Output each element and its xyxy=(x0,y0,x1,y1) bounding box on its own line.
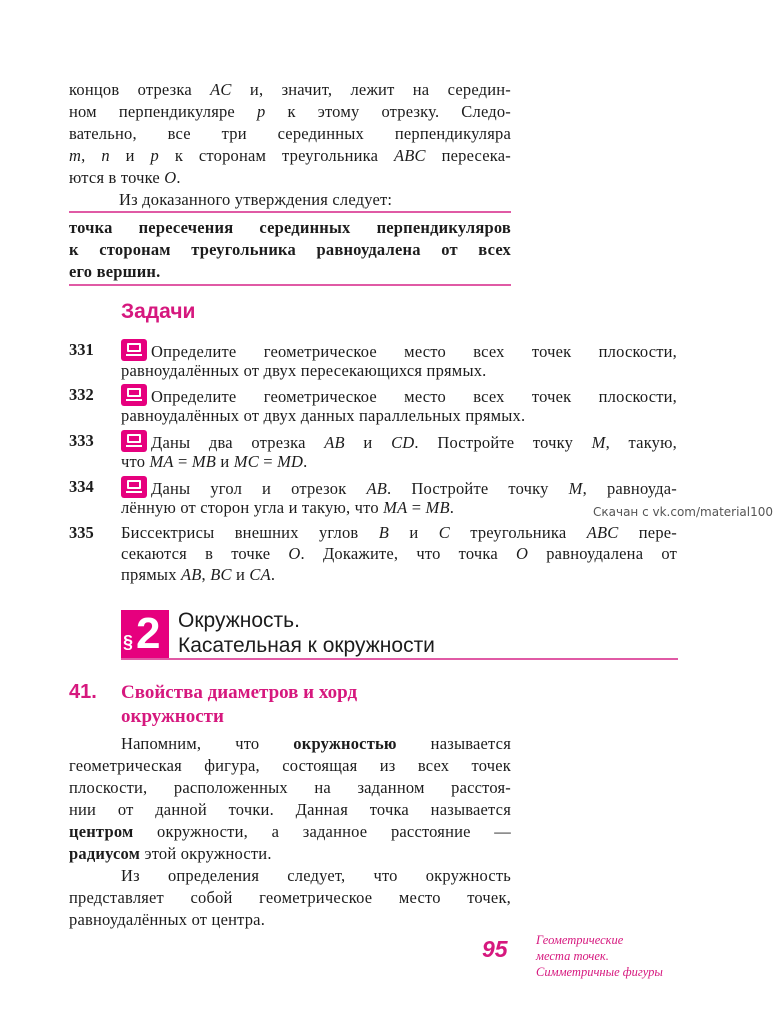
computer-icon xyxy=(121,339,147,361)
task-331-line-1: Определите геометрическое место всех точек плоскости, xyxy=(121,339,677,362)
body-line-2: геометрическая фигура, состоящая из всех точек xyxy=(69,756,511,775)
chapter-title-line-1: Геометрические xyxy=(536,933,624,947)
section-symbol: § xyxy=(123,632,134,652)
task-number: 333 xyxy=(69,431,94,450)
task-332-line-2: равноудалённых от двух данных параллельных прямых. xyxy=(121,406,526,425)
task-number: 332 xyxy=(69,385,94,404)
task-332-line-1: Определите геометрическое место всех точек плоскости, xyxy=(121,384,677,407)
statement-top-rule xyxy=(69,211,511,213)
proof-line-1: концов отрезка AC и, значит, лежит на середин- xyxy=(69,80,511,99)
body-line-4: нии от данной точки. Данная точка называется xyxy=(69,800,511,819)
task-333-line-1: Даны два отрезка AB и CD. Постройте точку M, такую, xyxy=(121,430,677,453)
statement-line: к сторонам треугольника равноудалена от всех xyxy=(69,240,511,259)
task-number: 331 xyxy=(69,340,94,359)
computer-icon xyxy=(121,384,147,406)
body-line-1: Напомним, что окружностью называется xyxy=(121,734,511,753)
statement-line: точка пересечения серединных перпендикуляров xyxy=(69,218,511,237)
chapter-title-line-3: Симметричные фигуры xyxy=(536,965,663,979)
proof-line-4: m, n и p к сторонам треугольника ABC пересека- xyxy=(69,146,511,165)
task-333-line-2: что MA = MB и MC = MD. xyxy=(121,452,308,471)
task-335-line-2: секаются в точке O. Докажите, что точка O равноудалена от xyxy=(121,544,678,563)
section-rule xyxy=(121,658,678,660)
task-number: 335 xyxy=(69,523,94,542)
task-335-line-3: прямых AB, BC и CA. xyxy=(121,565,276,584)
statement-bottom-rule xyxy=(69,284,511,286)
statement-line: его вершин. xyxy=(69,262,161,281)
page-number: 95 xyxy=(482,936,508,962)
section-title-line-1: Окружность. xyxy=(178,609,300,632)
body-line-9: равноудалённых от центра. xyxy=(69,910,266,929)
section-title-line-2: Касательная к окружности xyxy=(178,634,435,657)
body-line-3: плоскости, расположенных на заданном расстоя- xyxy=(69,778,511,797)
section-badge xyxy=(121,610,169,658)
task-335-line-1: Биссектрисы внешних углов B и C треугольника ABC пере- xyxy=(121,523,677,542)
proof-line-3: вательно, все три серединных перпендикуляра xyxy=(69,124,511,143)
watermark: Скачан с vk.com/material100 xyxy=(593,505,774,519)
computer-icon xyxy=(121,476,147,498)
body-line-5: центром окружности, а заданное расстояние — xyxy=(69,822,511,841)
proof-line-6: Из доказанного утверждения следует: xyxy=(119,190,393,209)
tasks-heading: Задачи xyxy=(121,300,196,323)
body-line-7: Из определения следует, что окружность xyxy=(121,866,511,885)
body-line-6: радиусом этой окружности. xyxy=(69,844,272,863)
computer-icon xyxy=(121,430,147,452)
body-line-8: представляет собой геометрическое место точек, xyxy=(69,888,511,907)
task-334-line-1: Даны угол и отрезок AB. Постройте точку M, равноуда- xyxy=(121,476,677,499)
subsection-number: 41. xyxy=(69,681,97,703)
task-334-line-2: лённую от сторон угла и такую, что MA = MB. xyxy=(121,498,455,517)
chapter-title-line-2: места точек. xyxy=(536,949,609,963)
subsection-title-line-1: Свойства диаметров и хорд xyxy=(121,682,358,703)
task-331-line-2: равноудалённых от двух пересекающихся прямых. xyxy=(121,361,487,380)
proof-line-5: ются в точке O. xyxy=(69,168,181,187)
proof-line-2: ном перпендикуляре p к этому отрезку. Следо- xyxy=(69,102,511,121)
task-number: 334 xyxy=(69,477,94,496)
section-number: 2 xyxy=(136,609,161,658)
subsection-title-line-2: окружности xyxy=(121,706,224,727)
